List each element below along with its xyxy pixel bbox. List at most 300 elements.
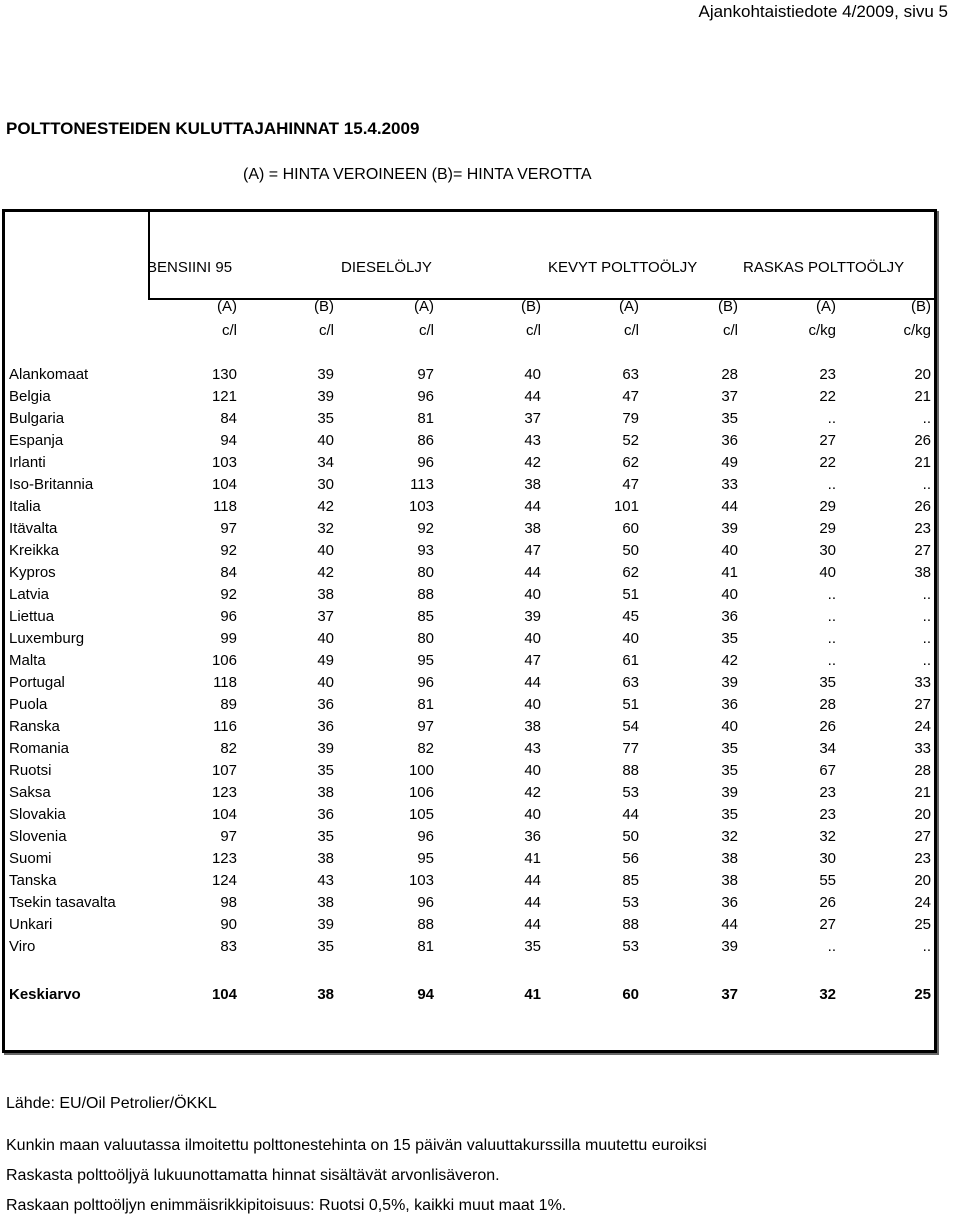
price-cell: .. <box>827 586 836 603</box>
column-unit: c/l <box>222 322 237 339</box>
price-cell: 89 <box>220 696 237 713</box>
country-name: Puola <box>9 696 48 713</box>
price-cell: 35 <box>721 762 738 779</box>
price-cell: 85 <box>417 608 434 625</box>
price-cell: 96 <box>417 894 434 911</box>
price-cell: 104 <box>211 476 237 493</box>
price-cell: 33 <box>721 476 738 493</box>
column-label: (B) <box>521 298 541 315</box>
price-cell: .. <box>922 608 931 625</box>
price-cell: 40 <box>317 674 334 691</box>
price-cell: 44 <box>721 498 738 515</box>
price-cell: 35 <box>721 740 738 757</box>
price-cell: 103 <box>408 498 434 515</box>
price-cell: 36 <box>721 432 738 449</box>
price-cell: 26 <box>914 432 931 449</box>
price-cell: 26 <box>819 894 836 911</box>
column-unit: c/l <box>319 322 334 339</box>
country-name: Espanja <box>9 432 64 449</box>
price-cell: 42 <box>524 454 541 471</box>
average-row <box>5 986 935 1008</box>
column-label: (B) <box>314 298 334 315</box>
price-cell: 40 <box>524 806 541 823</box>
footnote-sulphur: Raskaan polttoöljyn enimmäisrikkipitoisuus: Ruotsi 0,5%, kaikki muut maat 1%. <box>6 1197 567 1214</box>
price-cell: .. <box>827 608 836 625</box>
price-cell: 47 <box>622 476 639 493</box>
average-cell: 41 <box>524 986 541 1003</box>
price-cell: 30 <box>819 850 836 867</box>
price-cell: 43 <box>317 872 334 889</box>
price-cell: 40 <box>524 586 541 603</box>
price-cell: 39 <box>317 366 334 383</box>
price-cell: .. <box>827 410 836 427</box>
price-cell: 35 <box>317 762 334 779</box>
column-label: (A) <box>414 298 434 315</box>
price-cell: 37 <box>317 608 334 625</box>
price-cell: 50 <box>622 542 639 559</box>
price-cell: 39 <box>317 916 334 933</box>
price-cell: 95 <box>417 652 434 669</box>
price-cell: 41 <box>524 850 541 867</box>
table-row <box>5 762 935 784</box>
price-cell: 26 <box>914 498 931 515</box>
table-row <box>5 894 935 916</box>
average-cell: 104 <box>211 986 237 1003</box>
country-name: Kreikka <box>9 542 60 559</box>
country-name: Suomi <box>9 850 52 867</box>
table-row <box>5 476 935 498</box>
country-name: Irlanti <box>9 454 46 471</box>
header-divider-vertical <box>148 212 150 300</box>
price-cell: 20 <box>914 806 931 823</box>
price-cell: 35 <box>819 674 836 691</box>
country-name: Latvia <box>9 586 50 603</box>
price-cell: 40 <box>721 542 738 559</box>
price-cell: 20 <box>914 872 931 889</box>
price-cell: 51 <box>622 696 639 713</box>
price-cell: 26 <box>819 718 836 735</box>
price-cell: 28 <box>914 762 931 779</box>
price-cell: 54 <box>622 718 639 735</box>
price-cell: 39 <box>721 674 738 691</box>
table-row <box>5 652 935 674</box>
country-name: Iso-Britannia <box>9 476 94 493</box>
group-header-bensiini: BENSIINI 95 <box>147 259 233 276</box>
table-row <box>5 498 935 520</box>
price-cell: 77 <box>622 740 639 757</box>
price-cell: 97 <box>417 718 434 735</box>
price-cell: 63 <box>622 366 639 383</box>
price-cell: .. <box>827 652 836 669</box>
price-cell: 82 <box>417 740 434 757</box>
country-name: Tsekin tasavalta <box>9 894 116 911</box>
price-cell: 107 <box>211 762 237 779</box>
country-name: Malta <box>9 652 46 669</box>
table-row <box>5 872 935 894</box>
price-cell: 40 <box>524 696 541 713</box>
price-cell: 38 <box>914 564 931 581</box>
price-cell: 35 <box>524 938 541 955</box>
average-cell: 60 <box>622 986 639 1003</box>
column-label: (B) <box>718 298 738 315</box>
price-cell: 52 <box>622 432 639 449</box>
table-row <box>5 586 935 608</box>
price-cell: 38 <box>524 520 541 537</box>
price-cell: 27 <box>819 432 836 449</box>
price-cell: 29 <box>819 498 836 515</box>
price-cell: 36 <box>721 894 738 911</box>
country-name: Alankomaat <box>9 366 89 383</box>
price-cell: 20 <box>914 366 931 383</box>
price-cell: .. <box>922 586 931 603</box>
average-cell: 38 <box>317 986 334 1003</box>
column-label: (A) <box>816 298 836 315</box>
price-cell: 40 <box>524 762 541 779</box>
table-row <box>5 564 935 586</box>
price-cell: 84 <box>220 410 237 427</box>
price-cell: 60 <box>622 520 639 537</box>
price-cell: 39 <box>524 608 541 625</box>
country-name: Itävalta <box>9 520 58 537</box>
group-header-raskas-polttoolja: RASKAS POLTTOÖLJY <box>743 259 905 276</box>
price-cell: 37 <box>721 388 738 405</box>
table-row <box>5 740 935 762</box>
average-label: Keskiarvo <box>9 986 81 1003</box>
price-cell: 118 <box>213 674 237 691</box>
price-cell: 96 <box>417 828 434 845</box>
price-cell: 98 <box>220 894 237 911</box>
price-cell: 62 <box>622 564 639 581</box>
column-unit: c/kg <box>808 322 836 339</box>
price-cell: 95 <box>417 850 434 867</box>
table-row <box>5 454 935 476</box>
column-label: (A) <box>217 298 237 315</box>
column-unit: c/l <box>624 322 639 339</box>
price-cell: .. <box>922 410 931 427</box>
column-label: (A) <box>619 298 639 315</box>
group-header-kevyt-polttoolja: KEVYT POLTTOÖLJY <box>548 259 698 276</box>
price-cell: 37 <box>524 410 541 427</box>
price-cell: 22 <box>819 388 836 405</box>
price-cell: 96 <box>417 454 434 471</box>
price-cell: 39 <box>317 388 334 405</box>
country-name: Bulgaria <box>9 410 65 427</box>
column-unit: c/kg <box>903 322 931 339</box>
price-cell: 40 <box>622 630 639 647</box>
price-cell: 86 <box>417 432 434 449</box>
price-cell: 84 <box>220 564 237 581</box>
price-cell: 32 <box>317 520 334 537</box>
price-cell: 34 <box>819 740 836 757</box>
price-cell: 47 <box>622 388 639 405</box>
country-name: Saksa <box>9 784 51 801</box>
country-name: Romania <box>9 740 70 757</box>
price-cell: 44 <box>524 388 541 405</box>
price-cell: 67 <box>819 762 836 779</box>
price-cell: 49 <box>317 652 334 669</box>
price-cell: 62 <box>622 454 639 471</box>
column-label: (B) <box>911 298 931 315</box>
table-row <box>5 630 935 652</box>
column-unit: c/l <box>419 322 434 339</box>
price-cell: 35 <box>317 938 334 955</box>
price-cell: 47 <box>524 542 541 559</box>
table-row <box>5 520 935 542</box>
price-cell: 92 <box>220 542 237 559</box>
price-cell: 93 <box>417 542 434 559</box>
table-row <box>5 432 935 454</box>
price-cell: 27 <box>914 696 931 713</box>
price-cell: 32 <box>721 828 738 845</box>
price-cell: 36 <box>721 696 738 713</box>
price-cell: 53 <box>622 894 639 911</box>
price-cell: 92 <box>417 520 434 537</box>
price-cell: 27 <box>819 916 836 933</box>
price-cell: 47 <box>524 652 541 669</box>
price-cell: 33 <box>914 740 931 757</box>
price-cell: 21 <box>914 388 931 405</box>
price-cell: 88 <box>417 916 434 933</box>
price-cell: .. <box>922 476 931 493</box>
price-cell: 38 <box>317 784 334 801</box>
price-cell: 118 <box>213 498 237 515</box>
price-cell: 23 <box>819 806 836 823</box>
price-cell: .. <box>922 630 931 647</box>
average-cell: 25 <box>914 986 931 1003</box>
price-cell: 90 <box>220 916 237 933</box>
price-cell: 40 <box>317 630 334 647</box>
column-unit: c/l <box>723 322 738 339</box>
table-row <box>5 366 935 388</box>
price-cell: 23 <box>819 366 836 383</box>
price-cell: 80 <box>417 564 434 581</box>
table-row <box>5 850 935 872</box>
price-cell: 50 <box>622 828 639 845</box>
price-cell: 27 <box>914 542 931 559</box>
price-cell: 35 <box>721 410 738 427</box>
price-cell: 83 <box>220 938 237 955</box>
footnote-currency: Kunkin maan valuutassa ilmoitettu polttonestehinta on 15 päivän valuuttakurssilla muutettu euroiksi <box>6 1137 707 1154</box>
price-cell: 38 <box>524 476 541 493</box>
price-cell: .. <box>827 476 836 493</box>
price-cell: 92 <box>220 586 237 603</box>
price-cell: 51 <box>622 586 639 603</box>
price-cell: 36 <box>317 718 334 735</box>
price-cell: 29 <box>819 520 836 537</box>
table-row <box>5 828 935 850</box>
price-cell: 63 <box>622 674 639 691</box>
price-cell: 40 <box>819 564 836 581</box>
price-cell: 42 <box>317 498 334 515</box>
price-cell: 44 <box>524 894 541 911</box>
price-cell: 123 <box>211 850 237 867</box>
price-cell: 38 <box>721 872 738 889</box>
table-row <box>5 938 935 960</box>
price-cell: 33 <box>914 674 931 691</box>
price-table <box>2 209 937 1053</box>
price-cell: 105 <box>408 806 434 823</box>
price-cell: 44 <box>524 674 541 691</box>
price-cell: 21 <box>914 454 931 471</box>
price-cell: 85 <box>622 872 639 889</box>
price-cell: .. <box>922 938 931 955</box>
average-cell: 94 <box>417 986 434 1003</box>
price-cell: 38 <box>317 850 334 867</box>
country-name: Slovakia <box>9 806 66 823</box>
price-cell: 106 <box>408 784 434 801</box>
price-cell: 42 <box>317 564 334 581</box>
group-header-dieseloljy: DIESELÖLJY <box>341 259 432 276</box>
price-cell: 36 <box>721 608 738 625</box>
price-cell: 56 <box>622 850 639 867</box>
price-cell: 24 <box>914 894 931 911</box>
price-cell: 53 <box>622 784 639 801</box>
price-cell: 82 <box>220 740 237 757</box>
price-cell: 38 <box>317 894 334 911</box>
table-row <box>5 916 935 938</box>
country-name: Unkari <box>9 916 53 933</box>
price-cell: 39 <box>317 740 334 757</box>
price-cell: 53 <box>622 938 639 955</box>
price-cell: 97 <box>220 828 237 845</box>
average-cell: 32 <box>819 986 836 1003</box>
table-row <box>5 718 935 740</box>
price-cell: 94 <box>220 432 237 449</box>
table-subtitle: (A) = HINTA VEROINEEN (B)= HINTA VEROTTA <box>243 166 592 183</box>
table-row <box>5 806 935 828</box>
price-cell: 23 <box>819 784 836 801</box>
price-cell: .. <box>922 652 931 669</box>
price-cell: 88 <box>622 762 639 779</box>
country-name: Slovenia <box>9 828 67 845</box>
source-note: Lähde: EU/Oil Petrolier/ÖKKL <box>6 1095 217 1112</box>
price-cell: 44 <box>721 916 738 933</box>
table-row <box>5 674 935 696</box>
price-cell: 39 <box>721 938 738 955</box>
price-cell: 97 <box>220 520 237 537</box>
country-name: Portugal <box>9 674 65 691</box>
price-cell: 28 <box>721 366 738 383</box>
country-name: Viro <box>9 938 36 955</box>
price-cell: 81 <box>417 938 434 955</box>
price-cell: 36 <box>524 828 541 845</box>
table-row <box>5 410 935 432</box>
price-cell: 45 <box>622 608 639 625</box>
average-cell: 37 <box>721 986 738 1003</box>
price-cell: 79 <box>622 410 639 427</box>
price-cell: 103 <box>211 454 237 471</box>
price-cell: 101 <box>613 498 639 515</box>
price-cell: 61 <box>622 652 639 669</box>
price-cell: 38 <box>317 586 334 603</box>
price-cell: 35 <box>721 806 738 823</box>
price-cell: 40 <box>317 432 334 449</box>
price-cell: 36 <box>317 806 334 823</box>
price-cell: 96 <box>417 388 434 405</box>
price-cell: 30 <box>317 476 334 493</box>
price-cell: 27 <box>914 828 931 845</box>
footnote-vat: Raskasta polttoöljyä lukuunottamatta hinnat sisältävät arvonlisäveron. <box>6 1167 500 1184</box>
price-cell: 123 <box>211 784 237 801</box>
price-cell: 88 <box>622 916 639 933</box>
price-cell: 44 <box>524 872 541 889</box>
price-cell: 39 <box>721 784 738 801</box>
price-cell: 97 <box>417 366 434 383</box>
country-name: Liettua <box>9 608 55 625</box>
price-cell: 32 <box>819 828 836 845</box>
price-cell: 103 <box>408 872 434 889</box>
price-cell: 41 <box>721 564 738 581</box>
price-cell: 88 <box>417 586 434 603</box>
price-cell: 35 <box>317 410 334 427</box>
table-row <box>5 608 935 630</box>
price-cell: 43 <box>524 740 541 757</box>
price-cell: 24 <box>914 718 931 735</box>
price-cell: 36 <box>317 696 334 713</box>
price-cell: 44 <box>524 916 541 933</box>
price-cell: 40 <box>317 542 334 559</box>
price-cell: 40 <box>721 586 738 603</box>
price-cell: 35 <box>317 828 334 845</box>
price-cell: 23 <box>914 850 931 867</box>
table-row <box>5 388 935 410</box>
price-cell: .. <box>827 630 836 647</box>
table-row <box>5 542 935 564</box>
price-cell: 44 <box>622 806 639 823</box>
price-cell: 80 <box>417 630 434 647</box>
country-name: Italia <box>9 498 41 515</box>
price-cell: 121 <box>211 388 237 405</box>
price-cell: 40 <box>524 366 541 383</box>
page-title: POLTTONESTEIDEN KULUTTAJAHINNAT 15.4.2009 <box>6 119 420 138</box>
price-cell: .. <box>827 938 836 955</box>
price-cell: 100 <box>408 762 434 779</box>
table-row <box>5 696 935 718</box>
price-cell: 35 <box>721 630 738 647</box>
price-cell: 130 <box>211 366 237 383</box>
price-cell: 96 <box>220 608 237 625</box>
table-row <box>5 784 935 806</box>
price-cell: 30 <box>819 542 836 559</box>
price-cell: 22 <box>819 454 836 471</box>
page-header: Ajankohtaistiedote 4/2009, sivu 5 <box>698 2 948 21</box>
price-cell: 39 <box>721 520 738 537</box>
price-cell: 124 <box>211 872 237 889</box>
price-cell: 106 <box>211 652 237 669</box>
price-cell: 104 <box>211 806 237 823</box>
column-unit: c/l <box>526 322 541 339</box>
price-cell: 42 <box>721 652 738 669</box>
country-name: Tanska <box>9 872 57 889</box>
price-cell: 99 <box>220 630 237 647</box>
price-cell: 113 <box>410 476 434 493</box>
country-name: Ranska <box>9 718 60 735</box>
price-cell: 40 <box>524 630 541 647</box>
price-cell: 44 <box>524 498 541 515</box>
price-cell: 42 <box>524 784 541 801</box>
price-cell: 81 <box>417 696 434 713</box>
price-cell: 96 <box>417 674 434 691</box>
price-cell: 81 <box>417 410 434 427</box>
country-name: Luxemburg <box>9 630 85 647</box>
price-cell: 55 <box>819 872 836 889</box>
price-cell: 23 <box>914 520 931 537</box>
price-cell: 116 <box>213 718 237 735</box>
price-cell: 40 <box>721 718 738 735</box>
price-cell: 28 <box>819 696 836 713</box>
country-name: Belgia <box>9 388 51 405</box>
price-cell: 21 <box>914 784 931 801</box>
